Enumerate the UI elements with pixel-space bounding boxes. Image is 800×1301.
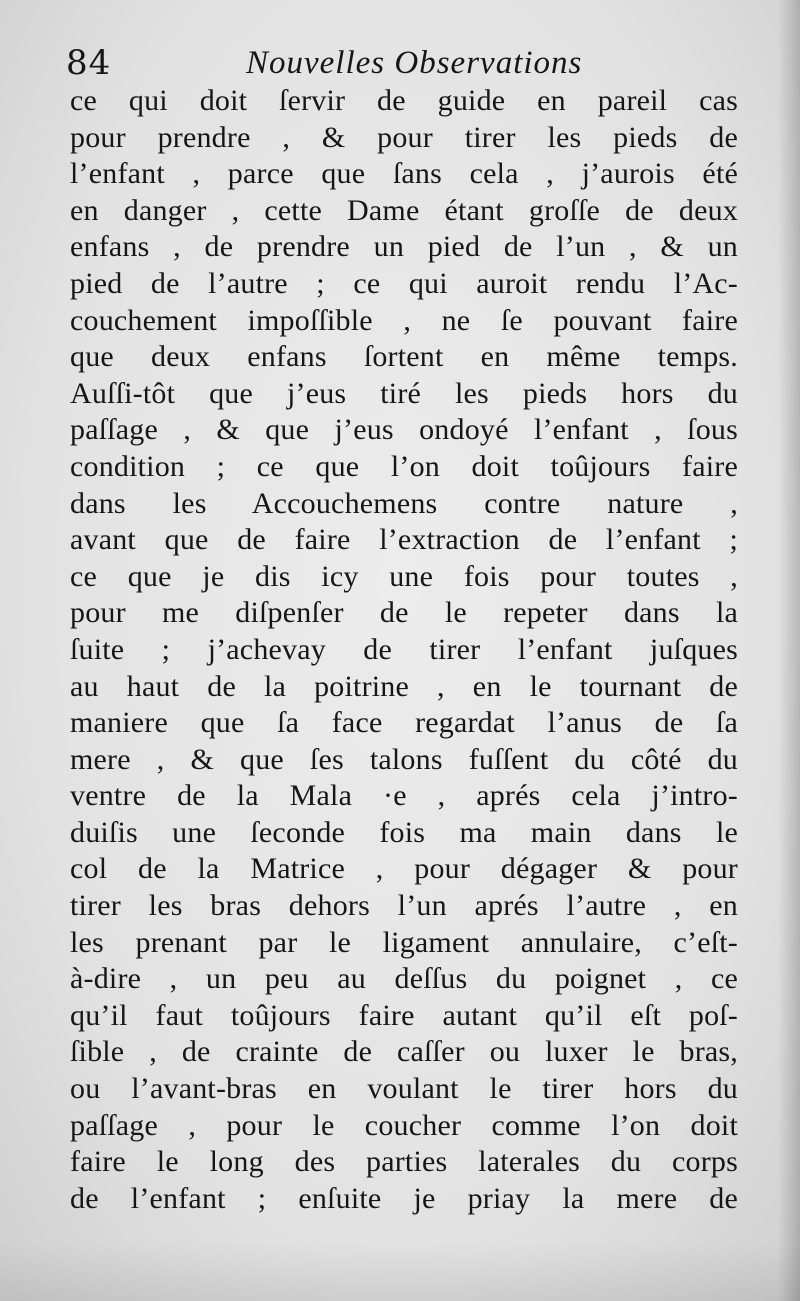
text-line: tirer les bras dehors l’un aprés l’autre , en [70,889,738,923]
text-line: col de la Matrice , pour dégager & pour [70,852,738,886]
text-line: ce que je dis icy une fois pour toutes , [70,559,738,593]
text-line: enfans , de prendre un pied de l’un , & un [70,230,738,264]
text-line: ventre de la Mala ·e , aprés cela j’intro- [70,779,738,813]
text-line: au haut de la poitrine , en le tournant de [70,669,738,703]
text-line: pour me diſpenſer de le repeter dans la [70,596,738,630]
text-line: de l’enfant ; enſuite je priay la mere de [70,1181,738,1215]
text-line: qu’il faut toûjours faire autant qu’il eſt poſ- [70,998,738,1032]
text-line: Auſſi-tôt que j’eus tiré les pieds hors du [70,376,738,410]
text-line: ou l’avant-bras en voulant le tirer hors du [70,1072,738,1106]
text-line: que deux enfans ſortent en même temps. [70,340,738,374]
text-line: ce qui doit ſervir de guide en pareil cas [70,84,738,117]
text-line: couchement impoſſible , ne ſe pouvant faire [70,303,738,337]
text-line: duiſis une ſeconde fois ma main dans le [70,815,738,849]
page-number: 84 [66,43,112,83]
text-line: ſible , de crainte de caſſer ou luxer le bras, [70,1035,738,1069]
body-text [70,83,738,1217]
text-line: l’enfant , parce que ſans cela , j’aurois été [70,157,738,191]
text-line: pour prendre , & pour tirer les pieds de [70,120,738,154]
running-title: Nouvelles Observations [246,45,583,81]
text-line: maniere que ſa face regardat l’anus de ſa [70,706,738,740]
text-line: les prenant par le ligament annulaire, c’eſt- [70,925,738,959]
text-line: avant que de faire l’extraction de l’enfant ; [70,523,738,557]
page-bottom-shade [0,1241,800,1301]
text-line: faire le long des parties laterales du corps [70,1145,738,1179]
text-line: condition ; ce que l’on doit toûjours faire [70,449,738,483]
page-header [66,38,746,88]
page-edge-shadow [778,0,800,1301]
text-line: mere , & que ſes talons fuſſent du côté du [70,742,738,776]
text-line: pied de l’autre ; ce qui auroit rendu l’Ac- [70,266,738,300]
text-line: ſuite ; j’achevay de tirer l’enfant juſques [70,632,738,666]
text-line: en danger , cette Dame étant groſſe de deux [70,193,738,227]
text-line: dans les Accouchemens contre nature , [70,486,738,520]
text-line: à-dire , un peu au deſſus du poignet , ce [70,962,738,996]
text-line: paſſage , & que j’eus ondoyé l’enfant , ſous [70,413,738,447]
text-line: paſſage , pour le coucher comme l’on doit [70,1108,738,1142]
